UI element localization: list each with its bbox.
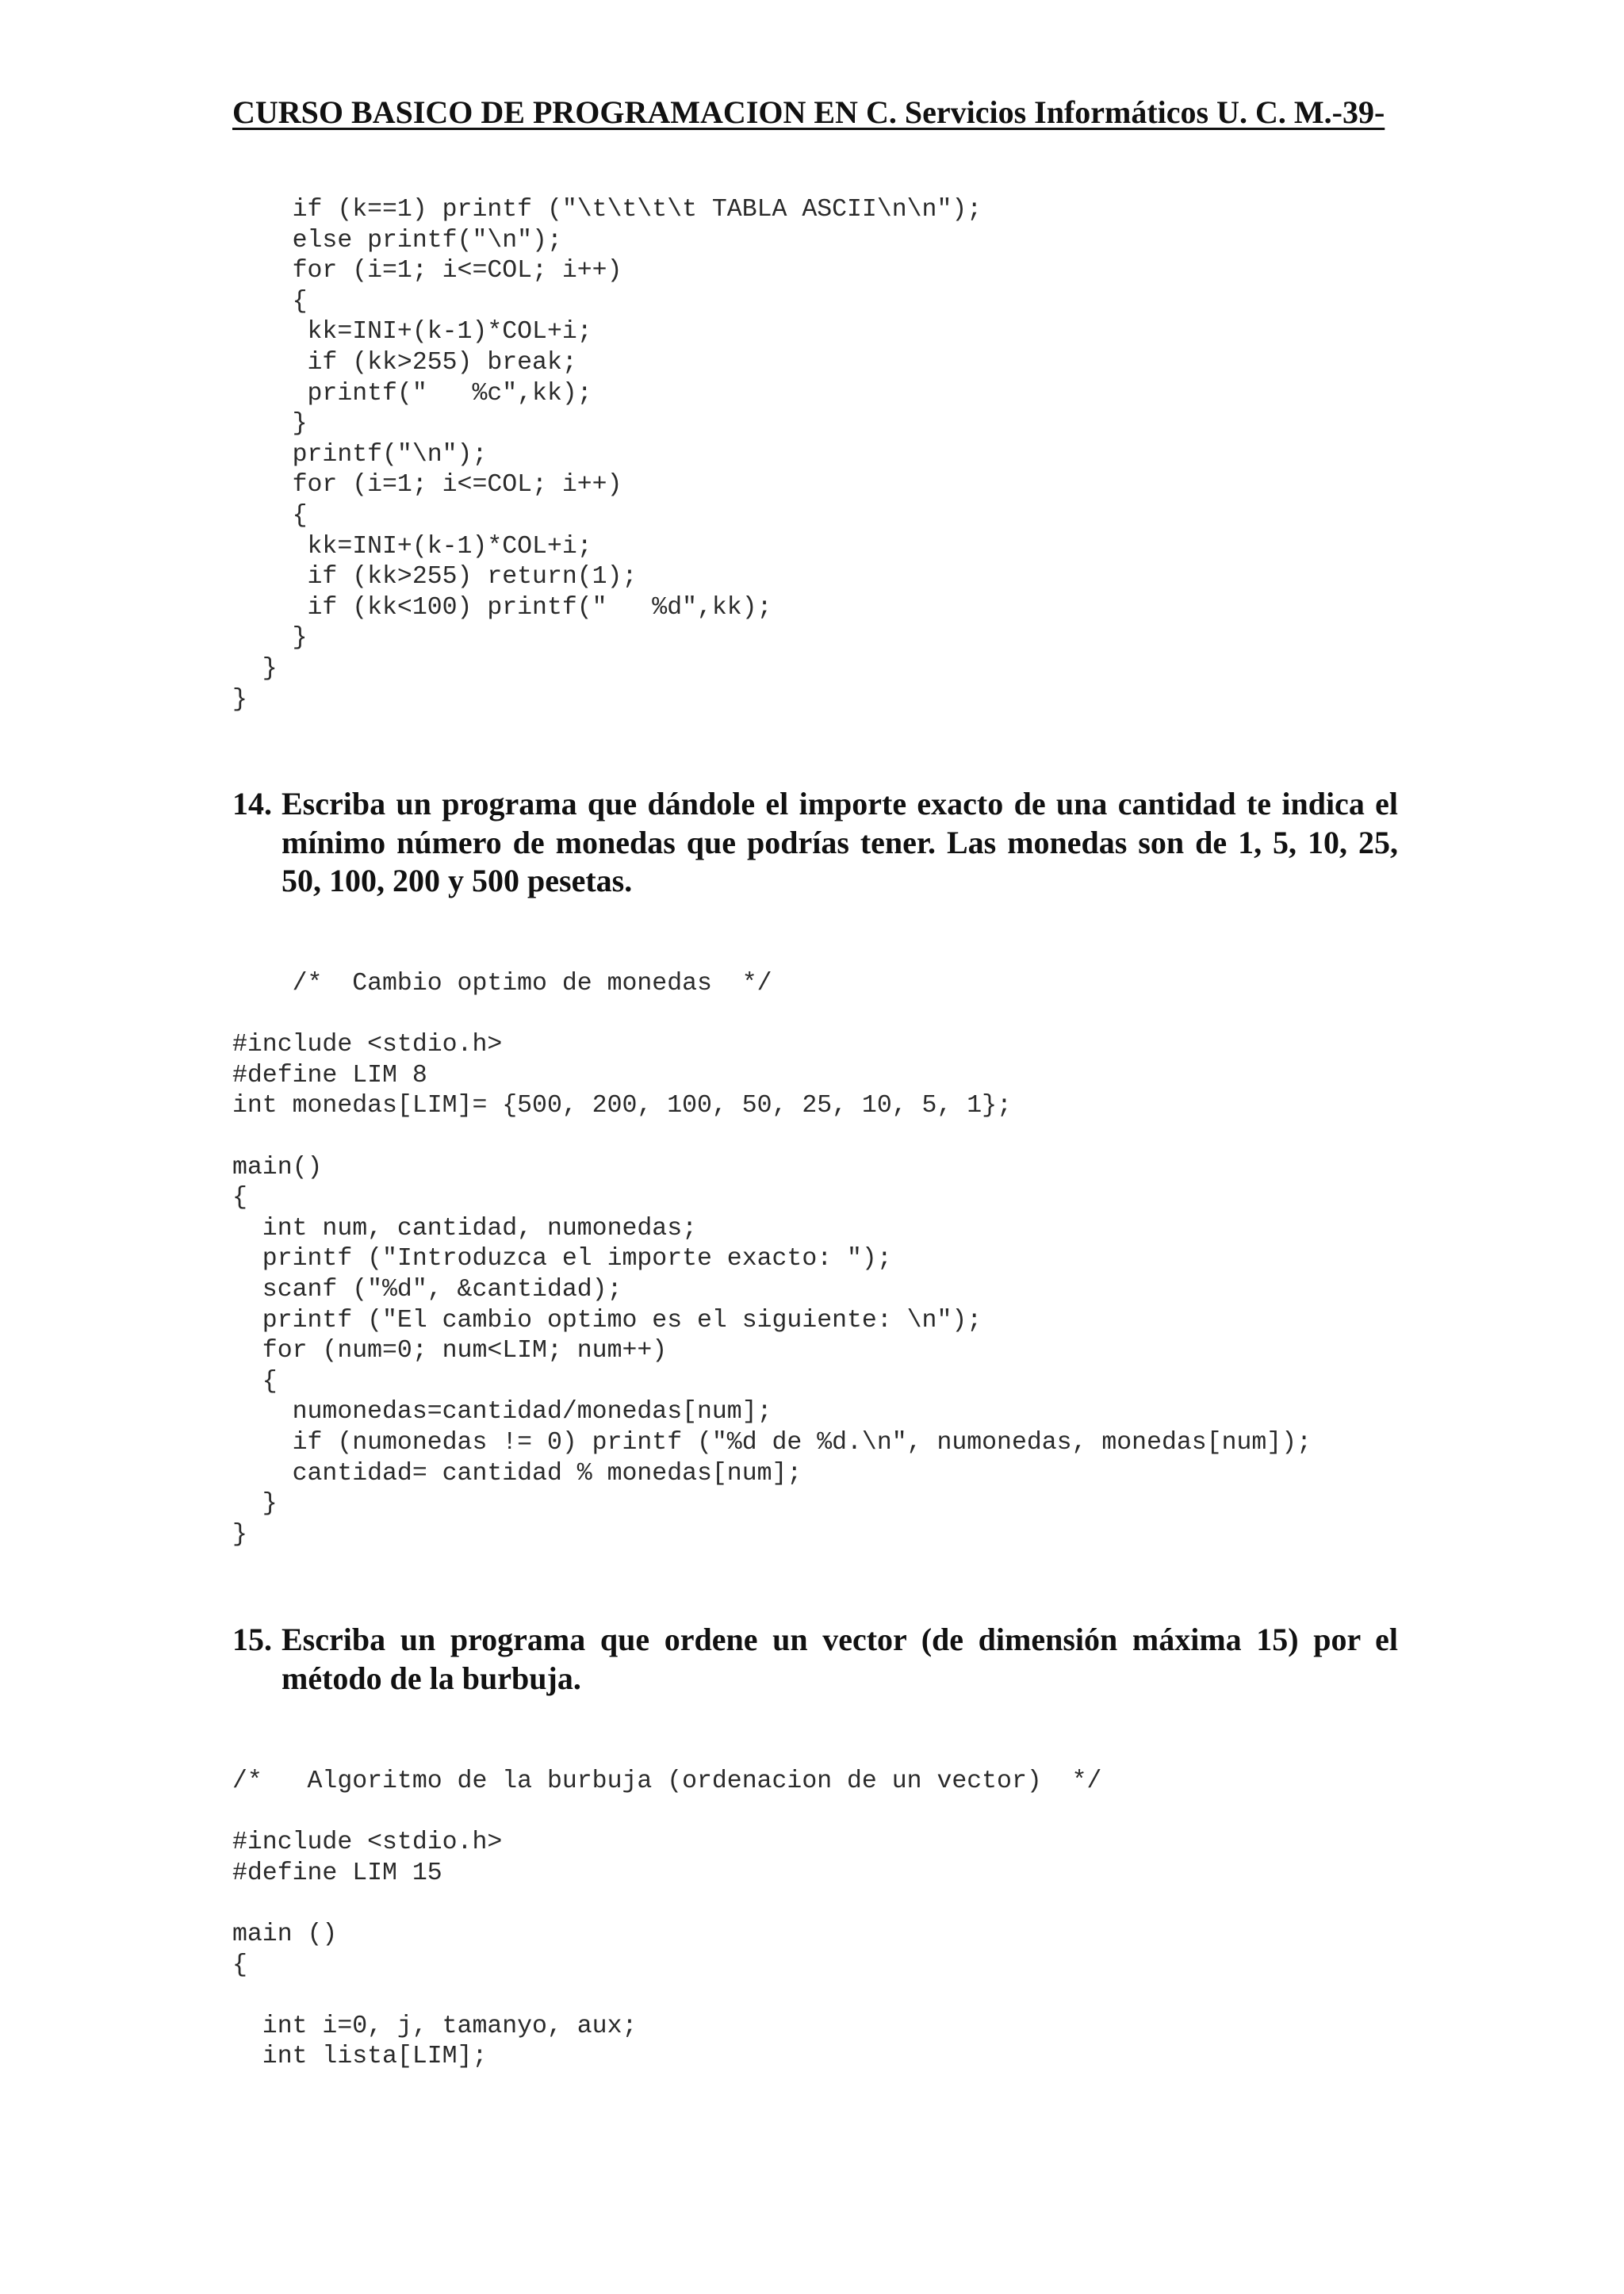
exercise-number: 14. bbox=[232, 786, 272, 821]
code-line: for (num=0; num<LIM; num++) bbox=[232, 1337, 668, 1365]
code-line bbox=[232, 1798, 1101, 1829]
code-line: { bbox=[232, 287, 308, 316]
code-line: } bbox=[232, 685, 247, 714]
code-line: /* Algoritmo de la burbuja (ordenacion de un vector) */ bbox=[232, 1767, 1102, 1795]
code-line: { bbox=[232, 1951, 247, 1979]
code-line: else printf("\n"); bbox=[232, 226, 562, 255]
code-block-burbuja bbox=[232, 1767, 1101, 2073]
code-line: #include <stdio.h> bbox=[232, 1829, 503, 1857]
code-line: if (kk<100) printf(" %d",kk); bbox=[232, 593, 772, 622]
exercise-statement: Escriba un programa que dándole el importe exacto de una cantidad te indica el mínimo número de monedas que podrías tener. Las monedas son de 1, 5, 10, 25, 50, 100, 200 y 500 pesetas. bbox=[282, 786, 1398, 898]
code-line bbox=[232, 1122, 1312, 1153]
code-line: printf ("Introduzca el importe exacto: "); bbox=[232, 1245, 892, 1273]
code-line: scanf ("%d", &cantidad); bbox=[232, 1275, 622, 1304]
code-block-cambio-monedas bbox=[232, 969, 1312, 1550]
code-line bbox=[232, 1000, 1312, 1031]
code-line: main() bbox=[232, 1153, 323, 1181]
code-line: printf ("El cambio optimo es el siguiente: \n"); bbox=[232, 1306, 982, 1335]
code-line: int lista[LIM]; bbox=[232, 2043, 488, 2071]
code-line: if (kk>255) break; bbox=[232, 348, 577, 377]
code-line: } bbox=[232, 1490, 278, 1518]
exercise-number: 15. bbox=[232, 1622, 272, 1657]
code-line: { bbox=[232, 1367, 278, 1396]
code-line: printf("\n"); bbox=[232, 440, 488, 469]
code-line: if (k==1) printf ("\t\t\t\t TABLA ASCII\n\n"); bbox=[232, 196, 982, 224]
code-line: #define LIM 15 bbox=[232, 1859, 442, 1887]
code-line: main () bbox=[232, 1920, 338, 1948]
code-block-ascii-table bbox=[232, 195, 982, 715]
code-line: } bbox=[232, 410, 308, 439]
code-line: { bbox=[232, 501, 308, 530]
code-line: kk=INI+(k-1)*COL+i; bbox=[232, 532, 592, 561]
code-line: #define LIM 8 bbox=[232, 1061, 427, 1090]
code-line: if (numonedas != 0) printf ("%d de %d.\n", numonedas, monedas[num]); bbox=[232, 1428, 1312, 1457]
code-line bbox=[232, 1889, 1101, 1920]
code-line: int num, cantidad, numonedas; bbox=[232, 1214, 697, 1243]
code-line bbox=[232, 1981, 1101, 2012]
code-line: int i=0, j, tamanyo, aux; bbox=[232, 2012, 638, 2040]
code-line: { bbox=[232, 1184, 247, 1212]
code-line: } bbox=[232, 1520, 247, 1549]
code-line: int monedas[LIM]= {500, 200, 100, 50, 25, 10, 5, 1}; bbox=[232, 1092, 1012, 1120]
exercise-14 bbox=[232, 785, 1398, 901]
code-line: } bbox=[232, 654, 278, 683]
code-line: if (kk>255) return(1); bbox=[232, 563, 638, 592]
code-line: for (i=1; i<=COL; i++) bbox=[232, 257, 622, 285]
code-line: kk=INI+(k-1)*COL+i; bbox=[232, 318, 592, 347]
code-line: cantidad= cantidad % monedas[num]; bbox=[232, 1459, 802, 1488]
code-line: for (i=1; i<=COL; i++) bbox=[232, 471, 622, 500]
code-line: printf(" %c",kk); bbox=[232, 379, 592, 408]
page-header: CURSO BASICO DE PROGRAMACION EN C. Servicios Informáticos U. C. M.-39- bbox=[232, 94, 1385, 130]
exercise-15 bbox=[232, 1621, 1398, 1698]
code-line: /* Cambio optimo de monedas */ bbox=[232, 970, 772, 998]
exercise-statement: Escriba un programa que ordene un vector (de dimensión máxima 15) por el método de la burbuja. bbox=[282, 1622, 1398, 1696]
code-line: #include <stdio.h> bbox=[232, 1031, 503, 1059]
code-line: numonedas=cantidad/monedas[num]; bbox=[232, 1398, 772, 1427]
code-line: } bbox=[232, 624, 308, 653]
